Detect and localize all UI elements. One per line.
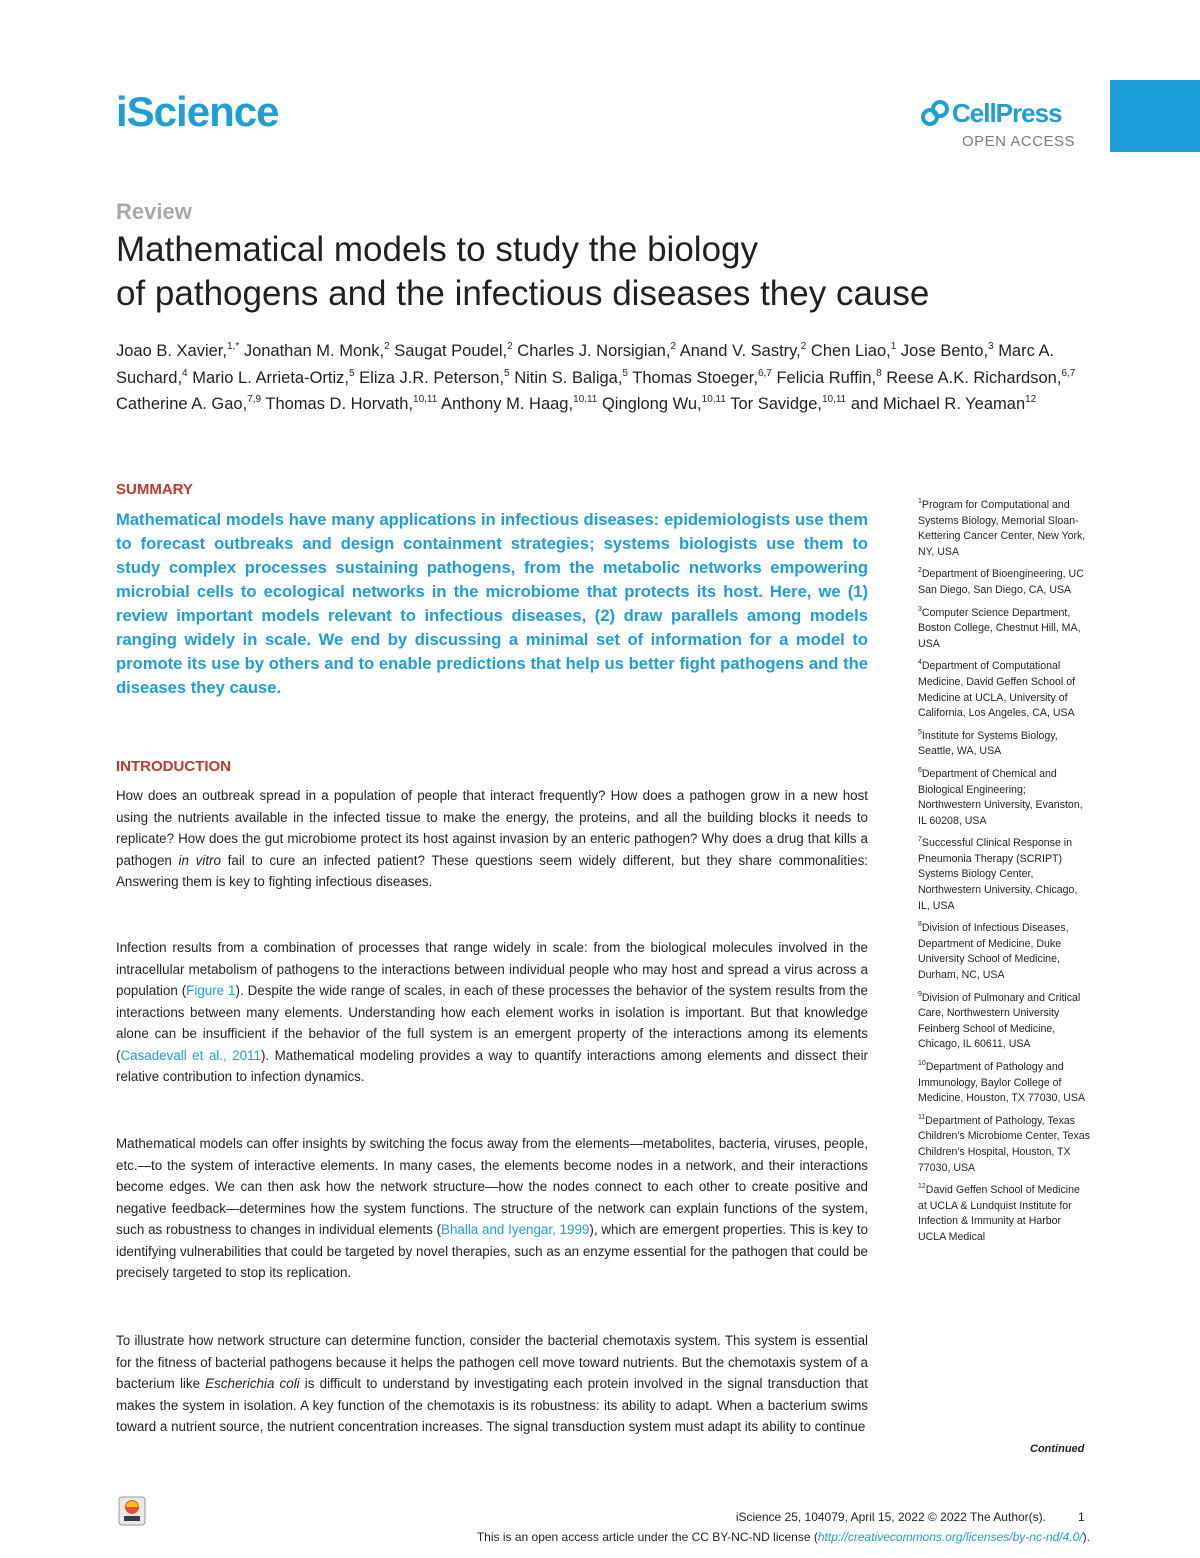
author-list xyxy=(116,338,1076,418)
affiliation-number: 6 xyxy=(918,766,922,774)
affiliation-text: Division of Infectious Diseases, Department of Medicine, Duke University School of Medicine, Durham, NC, USA xyxy=(918,922,1069,982)
p4-text-b: is difficult to understand by investigating each protein involved in the signal transduction that makes the system in isolation. A key function of the chemotaxis is its robustness: its ability to adapt. When a bacterium swims toward a nutrient source, the nutrient concentration increases. The signal transduction system must adapt its ability to continue xyxy=(116,1376,869,1434)
author-name: Chen Liao, xyxy=(810,342,891,360)
author-name: Mario L. Arrieta-Ortiz, xyxy=(192,368,349,387)
author-affiliation-ref: 12 xyxy=(1025,394,1037,405)
check-for-updates-icon[interactable] xyxy=(118,1496,146,1526)
affiliation-item xyxy=(918,498,1090,560)
intro-paragraph-4 xyxy=(116,1330,868,1438)
affiliation-text: Department of Computational Medicine, David Geffen School of Medicine at UCLA, University of California, Los Angeles, CA, USA xyxy=(918,660,1076,720)
summary-text: Mathematical models have many applications in infectious diseases: epidemiologists use them to forecast outbreaks and design containment strategies; systems biologists use them to study complex processes sustaining pathogens, from the metabolic networks empowering microbial cells to ecological networks in the microbiome that protects its host. Here, we (1) review important models relevant to infectious diseases, (2) draw parallels among models ranging widely in scale. We end by discussing a minimal set of information for a model to promote its use by others and to enable predictions that help us better fight pathogens and the diseases they cause. xyxy=(116,510,868,697)
p3-text-a: Mathematical models can offer insights by switching the focus away from the elements—metabolites, bacteria, viruses, people, etc.—to the system of interactive elements. In many cases, the elements become nodes in a network, and their interactions become edges. We can then ask how the network structure—how the nodes connect to each other to create positive and negative feedback—determines how the system functions. The structure of the network can explain functions of the system, such as robustness to changes in individual elements ( xyxy=(116,1136,868,1237)
author-affiliation-ref: 2 xyxy=(384,341,390,352)
author xyxy=(776,369,881,387)
p1-text: How does an outbreak spread in a population of people that interact frequently? How does a pathogen grow in a new host using the nutrients available in the infected tissue to make the energy, the proteins, and all the building blocks it needs to replicate? How does the gut microbiome protect its host against invasion by an enteric pathogen? Why does a drug that kills a pathogen xyxy=(116,788,868,868)
author xyxy=(359,369,509,387)
casadevall-citation-link[interactable]: Casadevall et al., 2011 xyxy=(120,1047,261,1063)
author-affiliation-ref: 7,9 xyxy=(247,394,262,405)
author xyxy=(901,342,994,360)
p2-text-a: Infection results from a combination of processes that range widely in scale: from the biological molecules involved in the intracellular metabolism of pathogens to the interactions between individual people who may host and spread a virus across a population ( xyxy=(116,940,868,998)
author-affiliation-ref: 1 xyxy=(890,341,897,352)
author xyxy=(116,395,261,413)
footer-citation: iScience 25, 104079, April 15, 2022 © 2022 The Author(s). xyxy=(735,1510,1046,1524)
affiliation-number: 11 xyxy=(918,1113,926,1121)
author-name: Joao B. Xavier, xyxy=(116,342,227,360)
affiliations-list xyxy=(918,498,1090,1253)
author-name: Thomas Stoeger, xyxy=(632,368,758,387)
author-affiliation-ref: 2 xyxy=(800,341,807,352)
affiliation-number: 8 xyxy=(918,921,922,929)
affiliation-text: Division of Pulmonary and Critical Care, Northwestern University Feinberg School of Medicine, Chicago, IL 60611, USA xyxy=(918,991,1081,1051)
p4-text-a: To illustrate how network structure can determine function, consider the bacterial chemotaxis system. This system is essential for the fitness of bacterial pathogens because it helps the pathogen cell move toward nutrients. But the chemotaxis system of a bacterium like xyxy=(116,1333,868,1391)
affiliation-number: 12 xyxy=(918,1183,926,1191)
author xyxy=(517,342,676,360)
author-name: Thomas D. Horvath, xyxy=(265,395,414,413)
author xyxy=(602,395,726,413)
author xyxy=(394,342,512,360)
affiliation-item xyxy=(918,1060,1090,1107)
author xyxy=(514,369,628,387)
affiliation-number: 5 xyxy=(918,728,922,736)
author xyxy=(851,395,1036,413)
article-title xyxy=(116,228,1116,316)
affiliation-number: 4 xyxy=(918,659,922,667)
affiliation-number: 7 xyxy=(918,836,922,844)
author-name: Nitin S. Baliga, xyxy=(514,368,623,387)
author-affiliation-ref: 10,11 xyxy=(701,394,726,405)
author-name: Eliza J.R. Peterson, xyxy=(359,368,505,387)
author-affiliation-ref: 5 xyxy=(504,367,510,379)
p3-text-b: ), which are emergent properties. This is key to identifying vulnerabilities that could be targeted by novel therapies, such as an enzyme essential for the pathogen that could be precisely targeted to stop its replication. xyxy=(116,1222,868,1280)
header-accent-tab xyxy=(1110,80,1200,152)
author-name: Jonathan M. Monk, xyxy=(243,342,385,360)
intro-paragraph-2 xyxy=(116,937,868,1088)
affiliation-number: 10 xyxy=(918,1060,926,1067)
author-name: Qinglong Wu, xyxy=(601,395,702,413)
author-name: Anand V. Sastry, xyxy=(679,342,801,360)
affiliation-text: Computer Science Department, Boston College, Chestnut Hill, MA, USA xyxy=(918,606,1081,650)
author-affiliation-ref: 1,* xyxy=(226,341,240,352)
author-affiliation-ref: 6,7 xyxy=(757,367,772,379)
author-affiliation-ref: 5 xyxy=(622,367,628,379)
affiliation-text: Successful Clinical Response in Pneumonia Therapy (SCRIPT) Systems Biology Center, Northwestern University, Chicago, IL, USA xyxy=(918,837,1078,912)
license-end: ). xyxy=(1082,1530,1090,1544)
affiliation-item xyxy=(918,991,1090,1053)
author-name: Jose Bento, xyxy=(900,342,989,360)
affiliation-item xyxy=(918,567,1090,598)
affiliation-text: Department of Bioengineering, UC San Diego, San Diego, CA, USA xyxy=(918,568,1084,596)
author xyxy=(441,395,597,413)
p2-text-b: ). Despite the wide range of scales, in each of these processes the behavior of the system results from the interactions between many elements. Understanding how each element works in isolation is important. But that knowledge alone can be insufficient if the behavior of the full system is an emergent property of the interactions among its elements ( xyxy=(116,983,868,1063)
title-line-2: of pathogens and the infectious diseases they cause xyxy=(116,274,930,313)
affiliation-item xyxy=(918,921,1090,983)
publisher-name: CellPress xyxy=(952,98,1062,128)
p1-italic: in vitro xyxy=(178,852,221,868)
affiliation-text: Institute for Systems Biology, Seattle, WA, USA xyxy=(918,729,1058,758)
bhalla-citation-link[interactable]: Bhalla and Iyengar, 1999 xyxy=(441,1222,590,1237)
affiliation-item xyxy=(918,767,1090,829)
cellpress-icon xyxy=(920,99,950,129)
author xyxy=(244,342,390,360)
author-name: and Michael R. Yeaman xyxy=(850,395,1026,413)
p1-end-text: fail to cure an infected patient? These questions seem widely different, but they share commonalities: Answering them is key to fighting infectious diseases. xyxy=(116,852,868,889)
affiliation-text: David Geffen School of Medicine at UCLA & Lundquist Institute for Infection & Immunity at Harbor UCLA Medical xyxy=(918,1184,1080,1243)
affiliation-item xyxy=(918,729,1090,760)
author xyxy=(632,369,772,387)
author xyxy=(192,369,354,387)
author-affiliation-ref: 10,11 xyxy=(573,394,598,405)
license-link[interactable]: http://creativecommons.org/licenses/by-nc-nd/4.0/ xyxy=(817,1530,1083,1544)
summary-heading: SUMMARY xyxy=(116,481,193,498)
author-affiliation-ref: 8 xyxy=(876,367,882,379)
author-name: Reese A.K. Richardson, xyxy=(886,368,1062,387)
intro-paragraph-3 xyxy=(116,1133,868,1284)
figure-1-link[interactable]: Figure 1 xyxy=(186,983,236,998)
author-name: Tor Savidge, xyxy=(730,395,822,413)
author-affiliation-ref: 4 xyxy=(182,367,188,379)
author xyxy=(886,369,1075,387)
cellpress-logo xyxy=(920,98,1062,129)
affiliation-text: Department of Chemical and Biological Engineering; Northwestern University, Evanston, IL 60208, USA xyxy=(918,767,1083,827)
license-line xyxy=(330,1530,1090,1544)
author-name: Anthony M. Haag, xyxy=(441,395,574,413)
author-affiliation-ref: 10,11 xyxy=(413,394,438,405)
introduction-heading: INTRODUCTION xyxy=(116,758,231,775)
author-name: Catherine A. Gao, xyxy=(116,395,248,413)
author-affiliation-ref: 10,11 xyxy=(821,394,847,405)
affiliation-number: 3 xyxy=(918,605,922,613)
author xyxy=(811,342,896,360)
affiliation-item xyxy=(918,836,1090,914)
page-number: 1 xyxy=(1078,1510,1085,1524)
license-text: This is an open access article under the CC BY-NC-ND license ( xyxy=(476,1530,818,1544)
author-affiliation-ref: 6,7 xyxy=(1061,367,1076,379)
author-affiliation-ref: 3 xyxy=(988,341,994,352)
author-name: Felicia Ruffin, xyxy=(776,368,877,387)
affiliation-number: 2 xyxy=(918,567,922,575)
author-affiliation-ref: 2 xyxy=(507,341,513,352)
journal-logo: iScience xyxy=(116,88,279,135)
affiliation-item xyxy=(918,606,1090,653)
article-type: Review xyxy=(116,199,192,224)
author xyxy=(730,395,846,413)
author xyxy=(116,342,239,360)
author-name: Marc A. Suchard, xyxy=(116,342,1055,387)
author xyxy=(680,342,807,360)
affiliation-number: 9 xyxy=(918,990,922,998)
p2-text-c: ). Mathematical modeling provides a way to quantify interactions among elements and dissect their relative contribution to infection dynamics. xyxy=(116,1047,869,1084)
p4-italic: Escherichia coli xyxy=(205,1376,300,1391)
affiliation-text: Department of Pathology and Immunology, Baylor College of Medicine, Houston, TX 77030, USA xyxy=(918,1061,1086,1105)
author xyxy=(265,395,437,413)
author-name: Saugat Poudel, xyxy=(394,342,508,360)
open-access-label: OPEN ACCESS xyxy=(962,133,1076,150)
title-line-1: Mathematical models to study the biology xyxy=(116,230,758,269)
affiliation-text: Department of Pathology, Texas Children's Microbiome Center, Texas Children's Hospital, Houston, TX 77030, USA xyxy=(918,1114,1090,1174)
affiliation-item xyxy=(918,659,1090,721)
intro-paragraph-1 xyxy=(116,785,868,893)
author-affiliation-ref: 5 xyxy=(349,367,355,379)
affiliation-text: Program for Computational and Systems Biology, Memorial Sloan-Kettering Cancer Center, New York, NY, USA xyxy=(918,499,1086,558)
affiliation-number: 1 xyxy=(918,498,922,505)
continued-label: Continued xyxy=(1030,1443,1085,1455)
author-affiliation-ref: 2 xyxy=(670,341,676,352)
affiliation-item xyxy=(918,1114,1090,1176)
affiliation-item xyxy=(918,1183,1090,1245)
author-name: Charles J. Norsigian, xyxy=(517,342,671,360)
